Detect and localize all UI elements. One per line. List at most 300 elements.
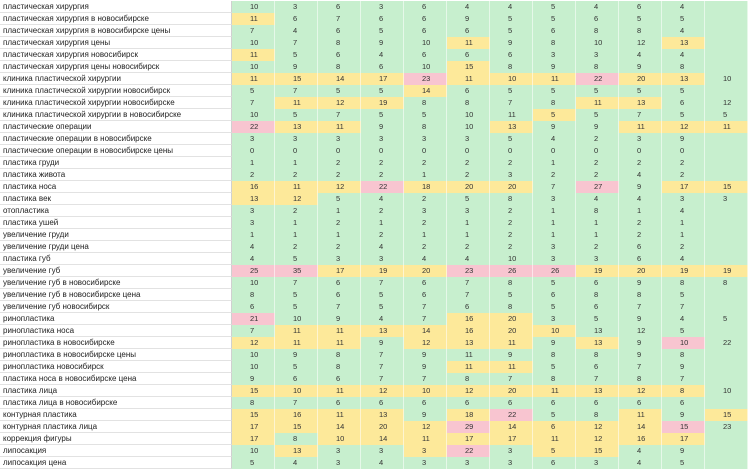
row-value-cell[interactable]: 23 (447, 265, 490, 277)
row-value-cell[interactable]: 6 (533, 457, 576, 469)
row-value-cell[interactable]: 4 (662, 313, 705, 325)
row-value-cell[interactable]: 15 (705, 181, 748, 193)
row-keyword[interactable]: увеличение губ (0, 265, 232, 277)
row-value-cell[interactable]: 1 (318, 229, 361, 241)
row-value-cell[interactable]: 4 (662, 49, 705, 61)
row-value-cell[interactable]: 5 (447, 193, 490, 205)
row-value-cell[interactable]: 2 (490, 157, 533, 169)
table-row[interactable] (0, 349, 748, 361)
row-value-cell[interactable]: 8 (576, 409, 619, 421)
row-value-cell[interactable]: 7 (275, 85, 318, 97)
row-value-cell[interactable]: 2 (232, 169, 275, 181)
row-value-cell[interactable]: 0 (318, 145, 361, 157)
row-value-cell[interactable] (705, 325, 748, 337)
row-value-cell[interactable]: 1 (275, 229, 318, 241)
row-keyword[interactable]: пластика век (0, 193, 232, 205)
row-keyword[interactable]: пластическая хирургия новосибирск (0, 49, 232, 61)
row-keyword[interactable]: клиника пластической хирургии (0, 73, 232, 85)
row-value-cell[interactable]: 10 (705, 73, 748, 85)
table-row[interactable] (0, 13, 748, 25)
row-value-cell[interactable]: 16 (275, 409, 318, 421)
row-value-cell[interactable]: 6 (447, 301, 490, 313)
row-value-cell[interactable]: 5 (318, 85, 361, 97)
row-value-cell[interactable]: 15 (275, 421, 318, 433)
row-value-cell[interactable]: 1 (533, 205, 576, 217)
row-value-cell[interactable]: 6 (662, 397, 705, 409)
row-value-cell[interactable]: 2 (361, 157, 404, 169)
row-value-cell[interactable]: 22 (447, 445, 490, 457)
row-value-cell[interactable]: 11 (619, 409, 662, 421)
row-value-cell[interactable]: 7 (318, 13, 361, 25)
row-value-cell[interactable]: 19 (361, 265, 404, 277)
row-value-cell[interactable]: 7 (447, 277, 490, 289)
row-value-cell[interactable]: 10 (662, 337, 705, 349)
row-value-cell[interactable]: 1 (318, 205, 361, 217)
row-value-cell[interactable] (705, 157, 748, 169)
row-keyword[interactable]: отопластика (0, 205, 232, 217)
row-value-cell[interactable]: 8 (576, 205, 619, 217)
row-value-cell[interactable]: 11 (404, 433, 447, 445)
row-value-cell[interactable]: 4 (361, 457, 404, 469)
row-value-cell[interactable]: 3 (705, 193, 748, 205)
table-row[interactable] (0, 421, 748, 433)
row-value-cell[interactable]: 12 (318, 181, 361, 193)
row-value-cell[interactable]: 8 (318, 61, 361, 73)
row-value-cell[interactable]: 6 (318, 1, 361, 13)
row-value-cell[interactable]: 9 (619, 349, 662, 361)
row-value-cell[interactable]: 12 (576, 433, 619, 445)
row-keyword[interactable]: клиника пластической хирургии новосибирске (0, 97, 232, 109)
row-value-cell[interactable]: 8 (533, 349, 576, 361)
row-value-cell[interactable]: 5 (533, 85, 576, 97)
row-value-cell[interactable]: 5 (662, 289, 705, 301)
row-value-cell[interactable]: 10 (275, 313, 318, 325)
row-value-cell[interactable]: 13 (361, 409, 404, 421)
table-row[interactable] (0, 85, 748, 97)
row-value-cell[interactable]: 3 (361, 1, 404, 13)
row-value-cell[interactable] (705, 217, 748, 229)
row-value-cell[interactable]: 6 (361, 13, 404, 25)
row-value-cell[interactable] (705, 205, 748, 217)
row-value-cell[interactable]: 6 (576, 301, 619, 313)
row-value-cell[interactable]: 9 (361, 37, 404, 49)
row-value-cell[interactable]: 11 (275, 97, 318, 109)
row-value-cell[interactable]: 5 (662, 457, 705, 469)
row-value-cell[interactable] (705, 361, 748, 373)
table-row[interactable] (0, 445, 748, 457)
row-value-cell[interactable]: 5 (361, 289, 404, 301)
row-value-cell[interactable]: 8 (619, 25, 662, 37)
row-keyword[interactable]: пластика носа (0, 181, 232, 193)
row-keyword[interactable]: пластика лица в новосибирске (0, 397, 232, 409)
row-value-cell[interactable] (705, 1, 748, 13)
row-value-cell[interactable]: 1 (447, 229, 490, 241)
row-value-cell[interactable]: 9 (275, 349, 318, 361)
row-value-cell[interactable]: 18 (447, 409, 490, 421)
row-value-cell[interactable]: 12 (404, 337, 447, 349)
row-value-cell[interactable]: 20 (619, 265, 662, 277)
row-value-cell[interactable]: 17 (662, 181, 705, 193)
row-keyword[interactable]: ринопластика в новосибирске цены (0, 349, 232, 361)
row-value-cell[interactable]: 6 (318, 397, 361, 409)
row-value-cell[interactable]: 1 (361, 217, 404, 229)
row-value-cell[interactable]: 3 (490, 457, 533, 469)
row-value-cell[interactable]: 4 (619, 193, 662, 205)
row-value-cell[interactable]: 11 (275, 337, 318, 349)
row-keyword[interactable]: пластика живота (0, 169, 232, 181)
row-value-cell[interactable]: 10 (318, 433, 361, 445)
table-row[interactable] (0, 433, 748, 445)
row-value-cell[interactable]: 14 (404, 325, 447, 337)
row-value-cell[interactable]: 7 (447, 289, 490, 301)
table-row[interactable] (0, 265, 748, 277)
row-value-cell[interactable] (705, 373, 748, 385)
row-value-cell[interactable]: 0 (232, 145, 275, 157)
row-value-cell[interactable]: 3 (533, 313, 576, 325)
row-value-cell[interactable] (705, 25, 748, 37)
row-value-cell[interactable]: 10 (576, 37, 619, 49)
row-value-cell[interactable]: 29 (447, 421, 490, 433)
row-value-cell[interactable]: 3 (232, 133, 275, 145)
row-value-cell[interactable]: 20 (404, 265, 447, 277)
row-value-cell[interactable]: 3 (576, 253, 619, 265)
row-value-cell[interactable]: 8 (318, 37, 361, 49)
row-keyword[interactable]: пластика лица (0, 385, 232, 397)
row-value-cell[interactable]: 8 (576, 349, 619, 361)
row-value-cell[interactable]: 23 (705, 421, 748, 433)
row-value-cell[interactable]: 3 (490, 445, 533, 457)
row-value-cell[interactable]: 0 (361, 145, 404, 157)
row-value-cell[interactable]: 2 (490, 241, 533, 253)
row-value-cell[interactable]: 9 (275, 61, 318, 73)
row-value-cell[interactable]: 11 (447, 361, 490, 373)
row-value-cell[interactable]: 22 (576, 73, 619, 85)
row-value-cell[interactable]: 2 (490, 229, 533, 241)
row-value-cell[interactable]: 13 (576, 325, 619, 337)
row-value-cell[interactable]: 17 (490, 433, 533, 445)
row-value-cell[interactable]: 3 (576, 457, 619, 469)
table-row[interactable] (0, 361, 748, 373)
row-value-cell[interactable]: 6 (361, 61, 404, 73)
row-value-cell[interactable]: 3 (662, 193, 705, 205)
row-value-cell[interactable]: 2 (361, 205, 404, 217)
row-value-cell[interactable]: 8 (490, 277, 533, 289)
row-value-cell[interactable]: 11 (576, 97, 619, 109)
row-value-cell[interactable] (705, 289, 748, 301)
row-value-cell[interactable]: 2 (275, 241, 318, 253)
row-value-cell[interactable] (705, 61, 748, 73)
row-value-cell[interactable]: 3 (404, 457, 447, 469)
row-value-cell[interactable]: 6 (447, 49, 490, 61)
row-value-cell[interactable]: 5 (275, 253, 318, 265)
row-value-cell[interactable]: 10 (232, 61, 275, 73)
row-value-cell[interactable]: 3 (275, 1, 318, 13)
row-value-cell[interactable]: 5 (275, 109, 318, 121)
row-value-cell[interactable]: 3 (318, 445, 361, 457)
row-value-cell[interactable]: 9 (533, 121, 576, 133)
row-value-cell[interactable]: 9 (404, 409, 447, 421)
row-value-cell[interactable]: 4 (361, 49, 404, 61)
table-row[interactable] (0, 133, 748, 145)
row-value-cell[interactable]: 0 (490, 145, 533, 157)
row-keyword[interactable]: ринопластика (0, 313, 232, 325)
row-value-cell[interactable]: 12 (318, 97, 361, 109)
row-value-cell[interactable]: 17 (447, 433, 490, 445)
row-value-cell[interactable]: 0 (404, 145, 447, 157)
row-value-cell[interactable]: 9 (533, 61, 576, 73)
row-value-cell[interactable]: 7 (361, 349, 404, 361)
row-value-cell[interactable]: 2 (361, 229, 404, 241)
row-value-cell[interactable]: 4 (447, 1, 490, 13)
row-value-cell[interactable]: 9 (619, 337, 662, 349)
row-value-cell[interactable]: 8 (662, 277, 705, 289)
row-value-cell[interactable]: 5 (619, 13, 662, 25)
row-value-cell[interactable]: 7 (662, 373, 705, 385)
row-keyword[interactable]: контурная пластика лица (0, 421, 232, 433)
row-value-cell[interactable]: 13 (662, 37, 705, 49)
row-value-cell[interactable] (705, 301, 748, 313)
row-keyword[interactable]: пластические операции (0, 121, 232, 133)
row-value-cell[interactable]: 10 (275, 385, 318, 397)
row-value-cell[interactable]: 5 (361, 25, 404, 37)
row-value-cell[interactable]: 9 (662, 133, 705, 145)
row-value-cell[interactable]: 7 (490, 97, 533, 109)
row-value-cell[interactable]: 6 (662, 97, 705, 109)
row-value-cell[interactable]: 9 (662, 409, 705, 421)
row-value-cell[interactable]: 10 (404, 37, 447, 49)
row-keyword[interactable]: пластика груди (0, 157, 232, 169)
table-row[interactable] (0, 157, 748, 169)
row-value-cell[interactable]: 6 (404, 49, 447, 61)
row-value-cell[interactable]: 8 (490, 301, 533, 313)
row-value-cell[interactable]: 6 (318, 289, 361, 301)
row-value-cell[interactable]: 4 (232, 241, 275, 253)
row-value-cell[interactable]: 3 (576, 49, 619, 61)
row-value-cell[interactable]: 15 (705, 409, 748, 421)
row-value-cell[interactable]: 9 (318, 313, 361, 325)
row-value-cell[interactable]: 8 (619, 373, 662, 385)
row-value-cell[interactable]: 11 (318, 337, 361, 349)
row-value-cell[interactable]: 5 (705, 109, 748, 121)
row-value-cell[interactable]: 3 (447, 457, 490, 469)
row-keyword[interactable]: пластика носа в новосибирске цена (0, 373, 232, 385)
row-value-cell[interactable]: 8 (490, 193, 533, 205)
row-value-cell[interactable]: 5 (533, 1, 576, 13)
row-value-cell[interactable]: 6 (404, 397, 447, 409)
row-value-cell[interactable]: 10 (533, 325, 576, 337)
row-value-cell[interactable]: 4 (275, 457, 318, 469)
table-row[interactable] (0, 217, 748, 229)
row-value-cell[interactable]: 22 (490, 409, 533, 421)
row-value-cell[interactable]: 3 (533, 253, 576, 265)
row-value-cell[interactable]: 1 (275, 157, 318, 169)
row-keyword[interactable]: липосакция цена (0, 457, 232, 469)
row-value-cell[interactable]: 8 (318, 361, 361, 373)
row-keyword[interactable]: пластические операции в новосибирске (0, 133, 232, 145)
row-value-cell[interactable]: 1 (662, 217, 705, 229)
row-value-cell[interactable]: 4 (275, 25, 318, 37)
row-value-cell[interactable]: 8 (318, 349, 361, 361)
row-value-cell[interactable]: 3 (619, 133, 662, 145)
row-value-cell[interactable]: 1 (576, 217, 619, 229)
row-value-cell[interactable]: 5 (533, 277, 576, 289)
row-value-cell[interactable]: 2 (619, 157, 662, 169)
row-value-cell[interactable]: 5 (318, 193, 361, 205)
row-keyword[interactable]: клиника пластической хирургии в новосибирске (0, 109, 232, 121)
row-value-cell[interactable]: 5 (490, 133, 533, 145)
row-value-cell[interactable]: 5 (361, 301, 404, 313)
row-value-cell[interactable]: 6 (318, 277, 361, 289)
row-value-cell[interactable]: 2 (662, 241, 705, 253)
row-value-cell[interactable]: 8 (533, 97, 576, 109)
row-value-cell[interactable]: 5 (576, 85, 619, 97)
row-value-cell[interactable]: 6 (404, 289, 447, 301)
row-value-cell[interactable]: 5 (705, 313, 748, 325)
row-value-cell[interactable]: 3 (361, 133, 404, 145)
row-value-cell[interactable]: 17 (318, 265, 361, 277)
row-value-cell[interactable]: 13 (232, 193, 275, 205)
row-value-cell[interactable]: 14 (619, 421, 662, 433)
row-value-cell[interactable]: 3 (361, 253, 404, 265)
row-keyword[interactable]: клиника пластической хирургии новосибирск (0, 85, 232, 97)
table-row[interactable] (0, 289, 748, 301)
row-value-cell[interactable]: 22 (232, 121, 275, 133)
row-value-cell[interactable]: 15 (275, 73, 318, 85)
row-value-cell[interactable]: 10 (404, 385, 447, 397)
table-row[interactable] (0, 37, 748, 49)
row-value-cell[interactable]: 3 (318, 457, 361, 469)
row-value-cell[interactable]: 9 (490, 349, 533, 361)
row-value-cell[interactable] (705, 85, 748, 97)
row-value-cell[interactable]: 5 (275, 361, 318, 373)
row-value-cell[interactable]: 2 (318, 241, 361, 253)
row-value-cell[interactable]: 3 (404, 133, 447, 145)
row-keyword[interactable]: контурная пластика (0, 409, 232, 421)
row-value-cell[interactable]: 14 (404, 85, 447, 97)
row-value-cell[interactable]: 9 (361, 337, 404, 349)
row-value-cell[interactable] (705, 49, 748, 61)
row-keyword[interactable]: пластика губ (0, 253, 232, 265)
row-value-cell[interactable]: 6 (232, 301, 275, 313)
row-value-cell[interactable]: 5 (232, 457, 275, 469)
row-value-cell[interactable]: 2 (404, 217, 447, 229)
row-value-cell[interactable]: 22 (705, 337, 748, 349)
row-value-cell[interactable]: 4 (662, 253, 705, 265)
row-value-cell[interactable]: 1 (447, 217, 490, 229)
row-keyword[interactable]: ринопластика носа (0, 325, 232, 337)
row-value-cell[interactable]: 5 (275, 49, 318, 61)
row-value-cell[interactable]: 11 (275, 325, 318, 337)
row-value-cell[interactable]: 11 (232, 13, 275, 25)
row-value-cell[interactable]: 19 (705, 265, 748, 277)
row-value-cell[interactable]: 12 (576, 421, 619, 433)
table-row[interactable] (0, 397, 748, 409)
row-value-cell[interactable]: 13 (490, 121, 533, 133)
row-value-cell[interactable]: 20 (490, 385, 533, 397)
row-value-cell[interactable]: 6 (275, 373, 318, 385)
table-row[interactable] (0, 313, 748, 325)
row-value-cell[interactable]: 6 (576, 361, 619, 373)
row-value-cell[interactable]: 4 (619, 445, 662, 457)
row-value-cell[interactable]: 4 (619, 457, 662, 469)
row-value-cell[interactable]: 6 (404, 1, 447, 13)
row-value-cell[interactable]: 6 (275, 13, 318, 25)
row-value-cell[interactable]: 4 (662, 1, 705, 13)
row-value-cell[interactable]: 11 (232, 49, 275, 61)
row-value-cell[interactable]: 26 (490, 265, 533, 277)
row-value-cell[interactable]: 2 (447, 157, 490, 169)
row-value-cell[interactable]: 1 (576, 229, 619, 241)
row-value-cell[interactable]: 5 (662, 13, 705, 25)
row-value-cell[interactable]: 1 (619, 205, 662, 217)
row-value-cell[interactable]: 4 (662, 205, 705, 217)
row-value-cell[interactable]: 6 (404, 13, 447, 25)
row-value-cell[interactable]: 7 (232, 325, 275, 337)
row-value-cell[interactable]: 6 (447, 25, 490, 37)
row-keyword[interactable]: увеличение губ в новосибирске цена (0, 289, 232, 301)
row-value-cell[interactable]: 0 (662, 145, 705, 157)
row-value-cell[interactable]: 12 (619, 385, 662, 397)
row-value-cell[interactable]: 3 (533, 49, 576, 61)
row-value-cell[interactable]: 7 (318, 109, 361, 121)
row-value-cell[interactable]: 13 (447, 337, 490, 349)
row-value-cell[interactable]: 19 (361, 97, 404, 109)
row-value-cell[interactable]: 6 (533, 289, 576, 301)
row-value-cell[interactable]: 1 (404, 169, 447, 181)
row-value-cell[interactable] (705, 37, 748, 49)
row-value-cell[interactable]: 2 (662, 157, 705, 169)
row-value-cell[interactable]: 20 (447, 181, 490, 193)
row-value-cell[interactable]: 7 (361, 361, 404, 373)
row-value-cell[interactable]: 6 (447, 85, 490, 97)
row-value-cell[interactable]: 0 (447, 145, 490, 157)
row-value-cell[interactable]: 5 (490, 13, 533, 25)
row-value-cell[interactable]: 7 (490, 373, 533, 385)
row-value-cell[interactable]: 7 (533, 181, 576, 193)
row-value-cell[interactable]: 14 (490, 421, 533, 433)
row-value-cell[interactable] (705, 169, 748, 181)
row-value-cell[interactable]: 1 (533, 229, 576, 241)
row-value-cell[interactable]: 20 (619, 73, 662, 85)
row-value-cell[interactable]: 5 (533, 301, 576, 313)
row-value-cell[interactable]: 11 (318, 385, 361, 397)
row-value-cell[interactable]: 1 (232, 229, 275, 241)
table-row[interactable] (0, 145, 748, 157)
row-keyword[interactable]: увеличение груди (0, 229, 232, 241)
row-value-cell[interactable]: 20 (361, 421, 404, 433)
row-value-cell[interactable]: 2 (275, 169, 318, 181)
row-value-cell[interactable]: 8 (404, 97, 447, 109)
row-value-cell[interactable]: 9 (447, 13, 490, 25)
row-value-cell[interactable]: 5 (533, 361, 576, 373)
row-keyword[interactable]: пластика ушей (0, 217, 232, 229)
row-value-cell[interactable]: 11 (490, 109, 533, 121)
row-value-cell[interactable]: 5 (576, 313, 619, 325)
row-value-cell[interactable]: 11 (447, 349, 490, 361)
row-value-cell[interactable]: 3 (404, 205, 447, 217)
row-value-cell[interactable]: 5 (490, 85, 533, 97)
row-value-cell[interactable]: 6 (576, 13, 619, 25)
table-row[interactable] (0, 337, 748, 349)
row-value-cell[interactable]: 4 (232, 253, 275, 265)
row-value-cell[interactable]: 9 (404, 349, 447, 361)
row-value-cell[interactable]: 8 (662, 385, 705, 397)
row-value-cell[interactable]: 7 (404, 301, 447, 313)
row-value-cell[interactable]: 3 (533, 193, 576, 205)
row-value-cell[interactable]: 2 (619, 229, 662, 241)
row-value-cell[interactable] (705, 13, 748, 25)
row-value-cell[interactable]: 6 (318, 373, 361, 385)
